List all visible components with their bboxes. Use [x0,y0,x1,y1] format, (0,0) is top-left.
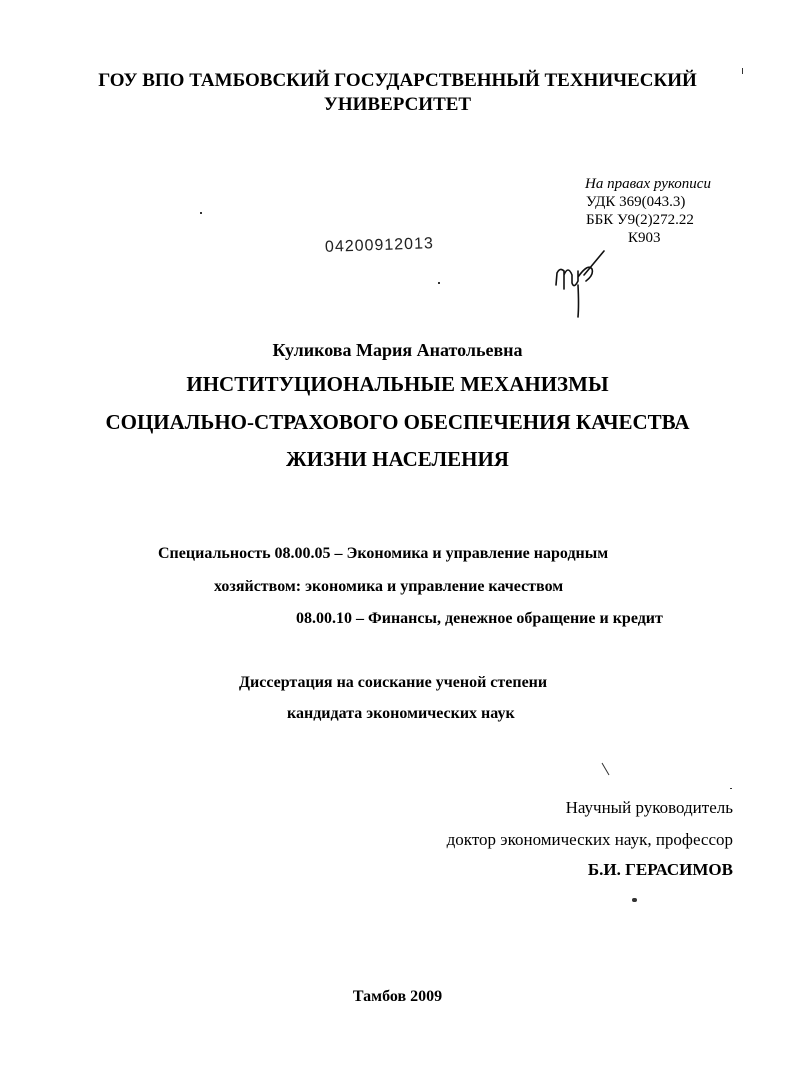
bbk-code: ББК У9(2)272.22 [586,212,694,228]
specialty-line1: Специальность 08.00.05 – Экономика и управление народным [158,545,609,562]
supervisor-name: Б.И. ГЕРАСИМОВ [587,860,733,879]
supervisor-degree: доктор экономических наук, профессор [446,830,733,849]
title-line1: ИНСТИТУЦИОНАЛЬНЫЕ МЕХАНИЗМЫ [186,372,609,396]
registration-stamp-number: 04200912013 [324,235,435,256]
udk-code: УДК 369(043.3) [586,194,686,210]
title-line2: СОЦИАЛЬНО-СТРАХОВОГО ОБЕСПЕЧЕНИЯ КАЧЕСТВА [105,410,690,434]
scan-speck [602,763,610,776]
university-name-line2: УНИВЕРСИТЕТ [323,94,472,115]
dissertation-line2: кандидата экономических наук [287,705,515,722]
author-mark-code: К903 [628,230,661,246]
scan-speck [632,898,637,902]
manuscript-rights: На правах рукописи [585,176,711,192]
specialty-line2: хозяйством: экономика и управление качеством [214,578,564,595]
handwritten-signature [548,245,608,320]
scan-speck [730,788,732,789]
university-name-line1: ГОУ ВПО ТАМБОВСКИЙ ГОСУДАРСТВЕННЫЙ ТЕХНИЧЕСКИЙ [98,70,697,91]
city-year: Тамбов 2009 [352,988,443,1005]
supervisor-role: Научный руководитель [565,798,733,817]
specialty-line3: 08.00.10 – Финансы, денежное обращение и кредит [296,610,663,627]
scan-speck [742,68,743,74]
scan-speck [438,282,440,284]
title-line3: ЖИЗНИ НАСЕЛЕНИЯ [286,447,509,471]
scan-speck [200,212,202,214]
dissertation-line1: Диссертация на соискание ученой степени [239,674,548,691]
author-name: Куликова Мария Анатольевна [272,340,523,360]
